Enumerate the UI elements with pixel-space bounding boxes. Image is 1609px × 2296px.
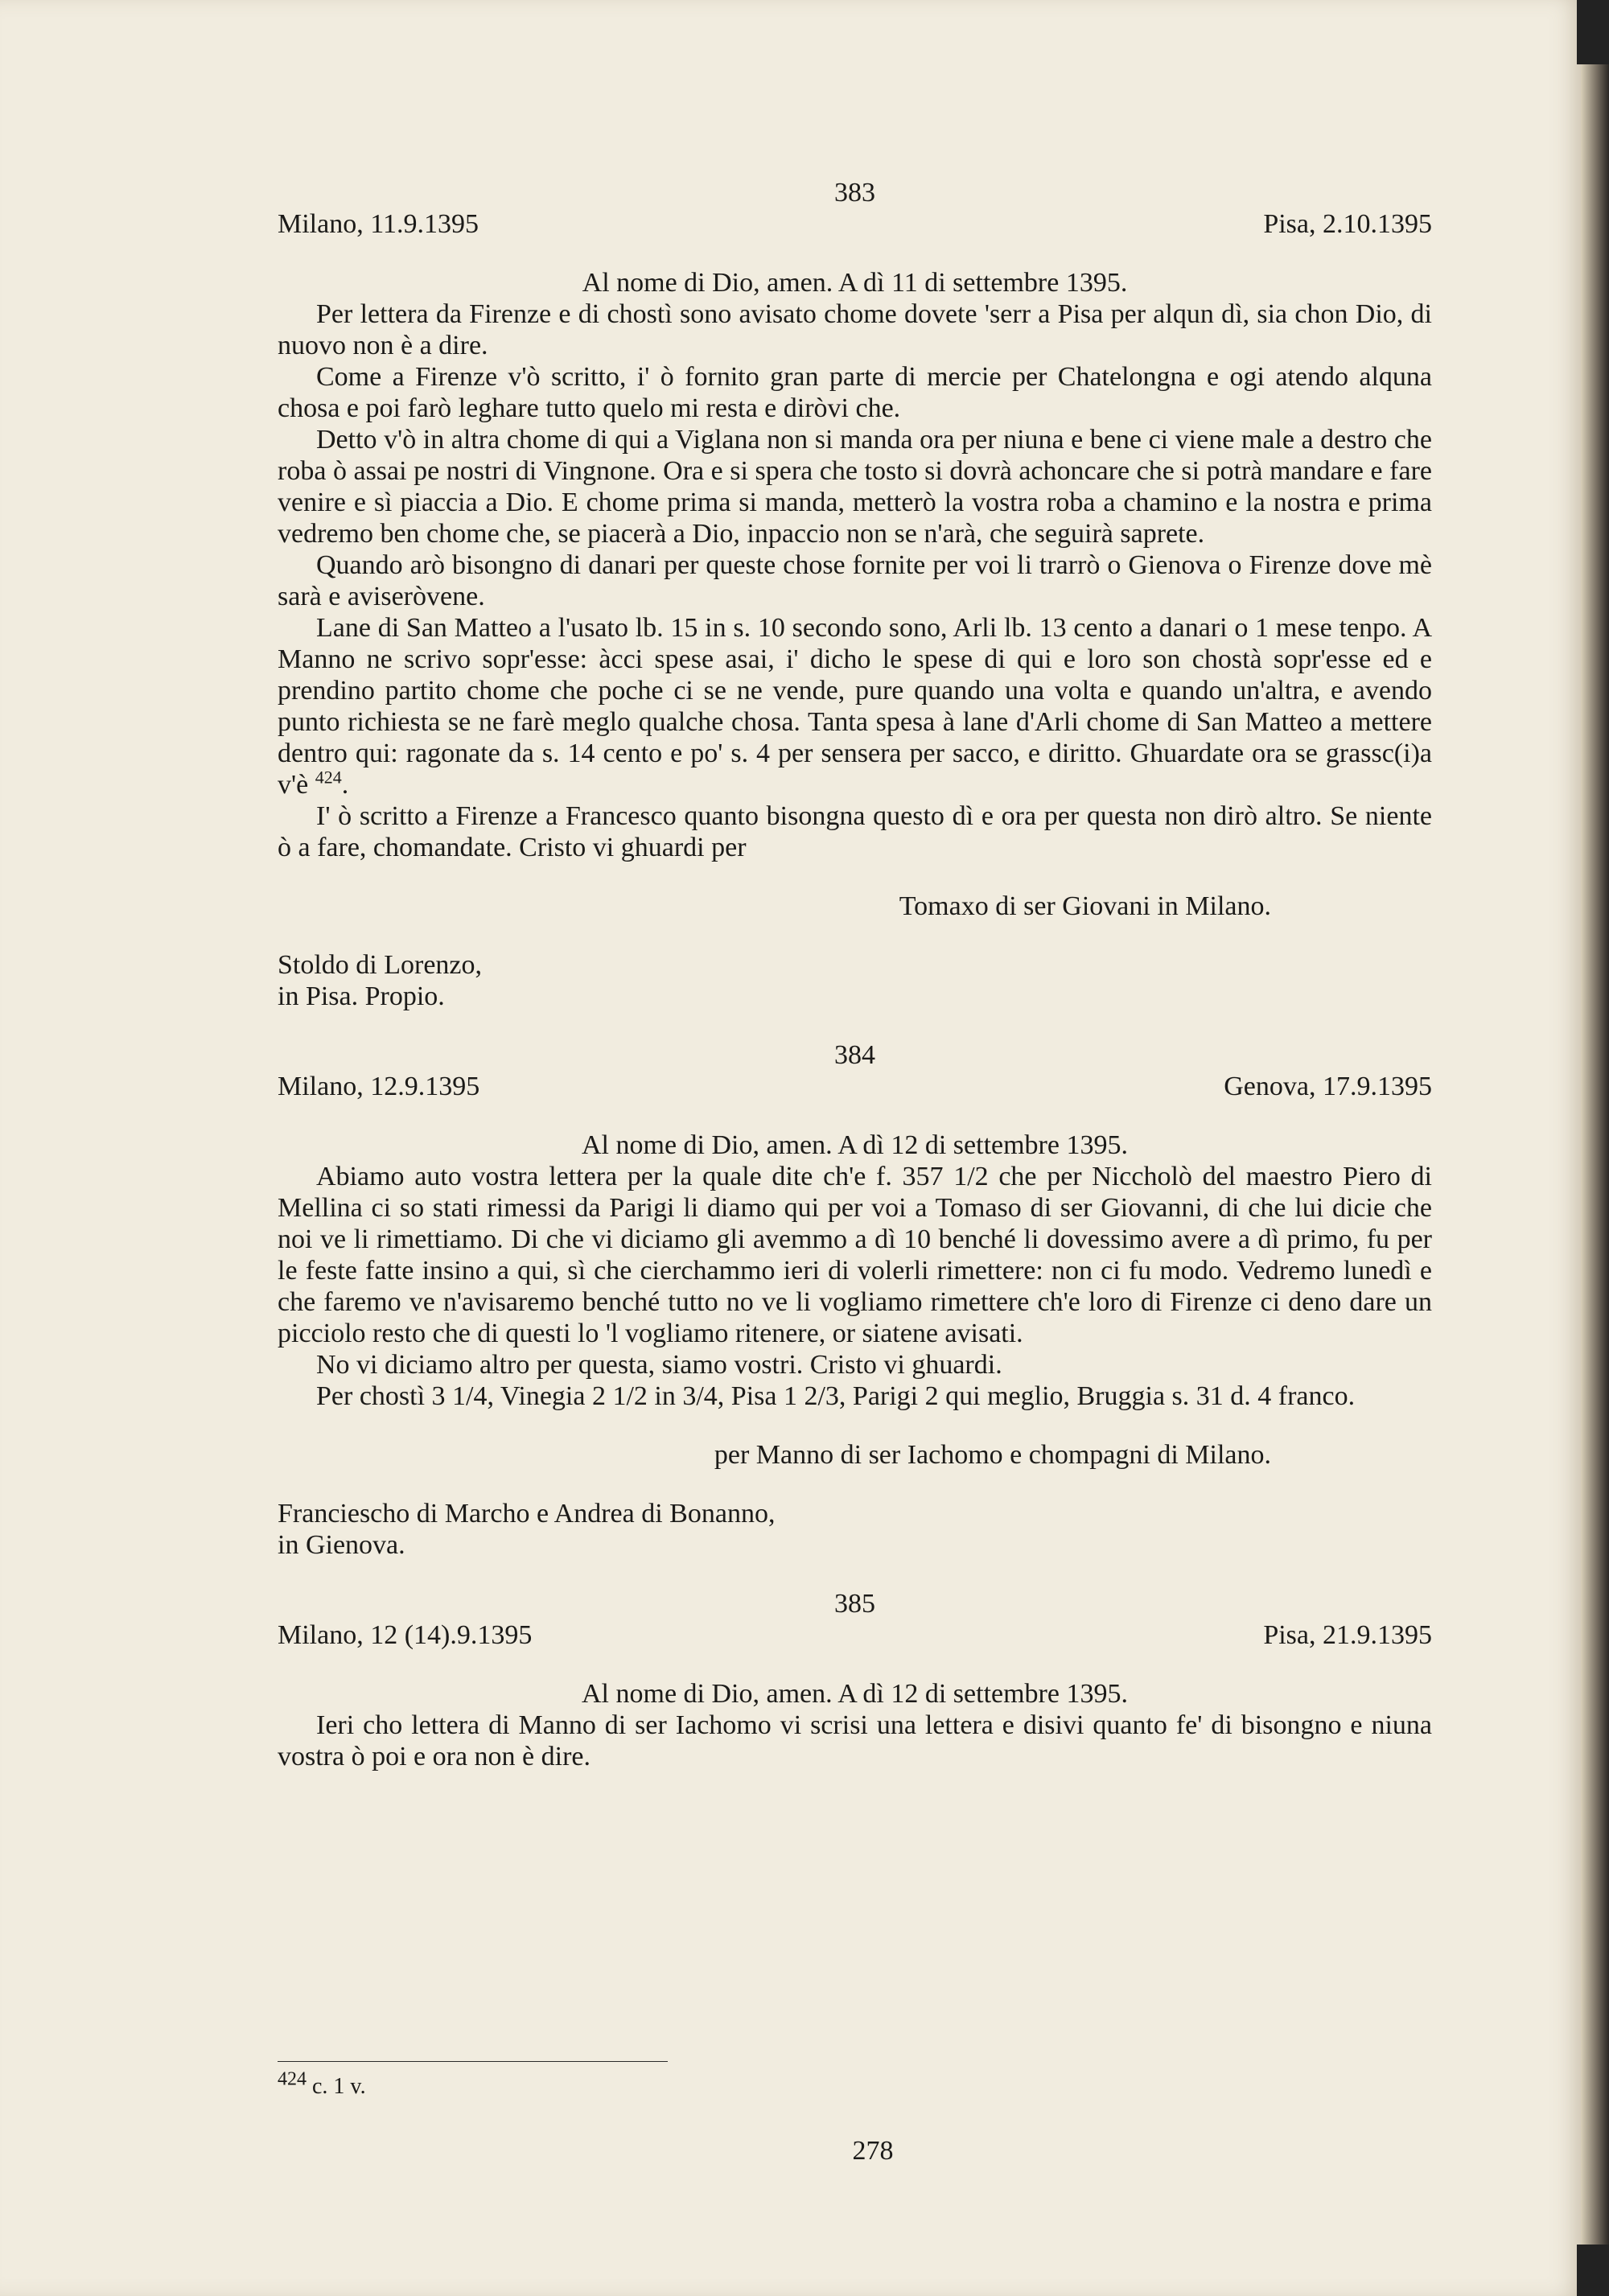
footnote-reference: 424 (315, 767, 342, 788)
scan-corner-top (1577, 0, 1609, 64)
scan-corner-bottom (1577, 2245, 1609, 2296)
book-spine (1581, 0, 1609, 2296)
letter-opening: Al nome di Dio, amen. A dì 11 di settembre 1395. (582, 268, 1128, 298)
letter-paragraph: Per chostì 3 1/4, Vinegia 2 1/2 in 3/4, Pisa 1 2/3, Parigi 2 qui meglio, Bruggia s. 31 d. 4 franco. (316, 1381, 1356, 1411)
letter-paragraph: Detto v'ò in altra chome di qui a Viglana non si manda ora per niuna e bene ci viene male a destro che roba ò assai pe nostri di Vingnone. Ora e si spera che tosto si dovrà achoncare che si potrà mandare e fare venire e sì piaccia a Dio. E chome prima si manda, metterò la vostra roba a chamino e la nostra e prima vedremo ben chome che, se piacerà a Dio, inpaccio non se n'arà, che seguirà saprete. (278, 425, 1432, 549)
letter-from: Milano, 12 (14).9.1395 (278, 1620, 533, 1650)
letter-address: in Pisa. Propio. (278, 981, 445, 1011)
letter-from: Milano, 12.9.1395 (278, 1072, 480, 1101)
letter-header (278, 208, 1432, 240)
letter-opening: Al nome di Dio, amen. A dì 12 di settembre 1395. (582, 1130, 1128, 1160)
letter-paragraph: Abiamo auto vostra lettera per la quale dite ch'e f. 357 1/2 che per Niccholò del maestro Piero di Mellina ci so stati rimessi da Parigi li diamo qui per voi a Tomaso di ser Giovanni, di che lui dicie che noi ve li rimettiamo. Di che vi diciamo gli avemmo a dì 10 benché li dovessimo avere a dì primo, fu per le feste fatte insino a qui, sì che cierchammo ieri di volerli rimettere: non ci fu modo. Vedremo lunedì e che faremo ve n'avisaremo benché tutto no ve li vogliamo rimettere ch'e loro di Firenze ci deno dare un picciolo resto che di questi lo 'l vogliamo ritenere, or siatene avisati. (278, 1162, 1432, 1348)
letter-paragraph: Per lettera da Firenze e di chostì sono avisato chome dovete 'serr a Pisa per alqun dì, sia chon Dio, di nuovo non è a dire. (278, 299, 1432, 360)
letter-paragraph: Come a Firenze v'ò scritto, i' ò fornito gran parte di mercie per Chatelongna e ogi atendo alquna chosa e poi farò leghare tutto quelo mi resta e diròvi che. (278, 362, 1432, 423)
footnote (278, 2068, 366, 2100)
letter-paragraph: Ieri cho lettera di Manno di ser Iachomo vi scrisi una lettera e disivi quanto fe' di bisongno e niuna vostra ò poi e ora non è dire. (278, 1710, 1432, 1771)
letter-signature: Tomaxo di ser Giovani in Milano. (899, 891, 1271, 921)
letter-address: in Gienova. (278, 1530, 405, 1560)
letter-header (278, 1619, 1432, 1651)
footnote-text: c. 1 v. (312, 2074, 366, 2099)
letter-number: 384 (834, 1040, 875, 1070)
letter-number: 383 (834, 178, 875, 208)
footnote-rule (278, 2061, 668, 2062)
letter-paragraph (278, 612, 1432, 800)
letter-signature: per Manno di ser Iachomo e chompagni di Milano. (714, 1440, 1271, 1470)
page-number: 278 (852, 2136, 894, 2166)
letter-number: 385 (834, 1589, 875, 1619)
letter-address: Stoldo di Lorenzo, (278, 950, 483, 980)
letter-to: Pisa, 2.10.1395 (1263, 209, 1432, 239)
letter-to: Genova, 17.9.1395 (1224, 1072, 1432, 1101)
footnote-mark: 424 (278, 2068, 307, 2090)
letter-from: Milano, 11.9.1395 (278, 209, 479, 239)
main-text (278, 177, 1432, 1772)
letter-address: Franciescho di Marcho e Andrea di Bonanno, (278, 1499, 776, 1529)
letter-opening: Al nome di Dio, amen. A dì 12 di settembre 1395. (582, 1679, 1128, 1709)
letter-to: Pisa, 21.9.1395 (1263, 1620, 1432, 1650)
paragraph-end: . (341, 770, 349, 800)
paragraph-text: Lane di San Matteo a l'usato lb. 15 in s. 10 secondo sono, Arli lb. 13 cento a danari o 1 mese tenpo. A Manno ne scrivo sopr'esse: àcci spese asai, i' dicho le spese di qui e loro son chostà sopr'esse ed e prendino partito chome che poche ci se ne vende, pure quando una volta e quando un'altra, e avendo punto richiesta se ne farè meglo qualche chosa. Tanta spesa à lane d'Arli chome di San Matteo a mettere dentro qui: ragonate da s. 14 cento e po' s. 4 per sensera per sacco, e diritto. Ghuardate ora se grassc(i)a v'è (278, 613, 1432, 800)
letter-paragraph: No vi diciamo altro per questa, siamo vostri. Cristo vi ghuardi. (316, 1350, 1002, 1380)
letter-header (278, 1071, 1432, 1102)
letter-paragraph: I' ò scritto a Firenze a Francesco quanto bisongna questo dì e ora per questa non dirò altro. Se niente ò a fare, chomandate. Cristo vi ghuardi per (278, 801, 1432, 862)
letter-paragraph: Quando arò bisongno di danari per queste chose fornite per voi li trarrò o Gienova o Firenze dove mè sarà e aviseròvene. (278, 550, 1432, 611)
